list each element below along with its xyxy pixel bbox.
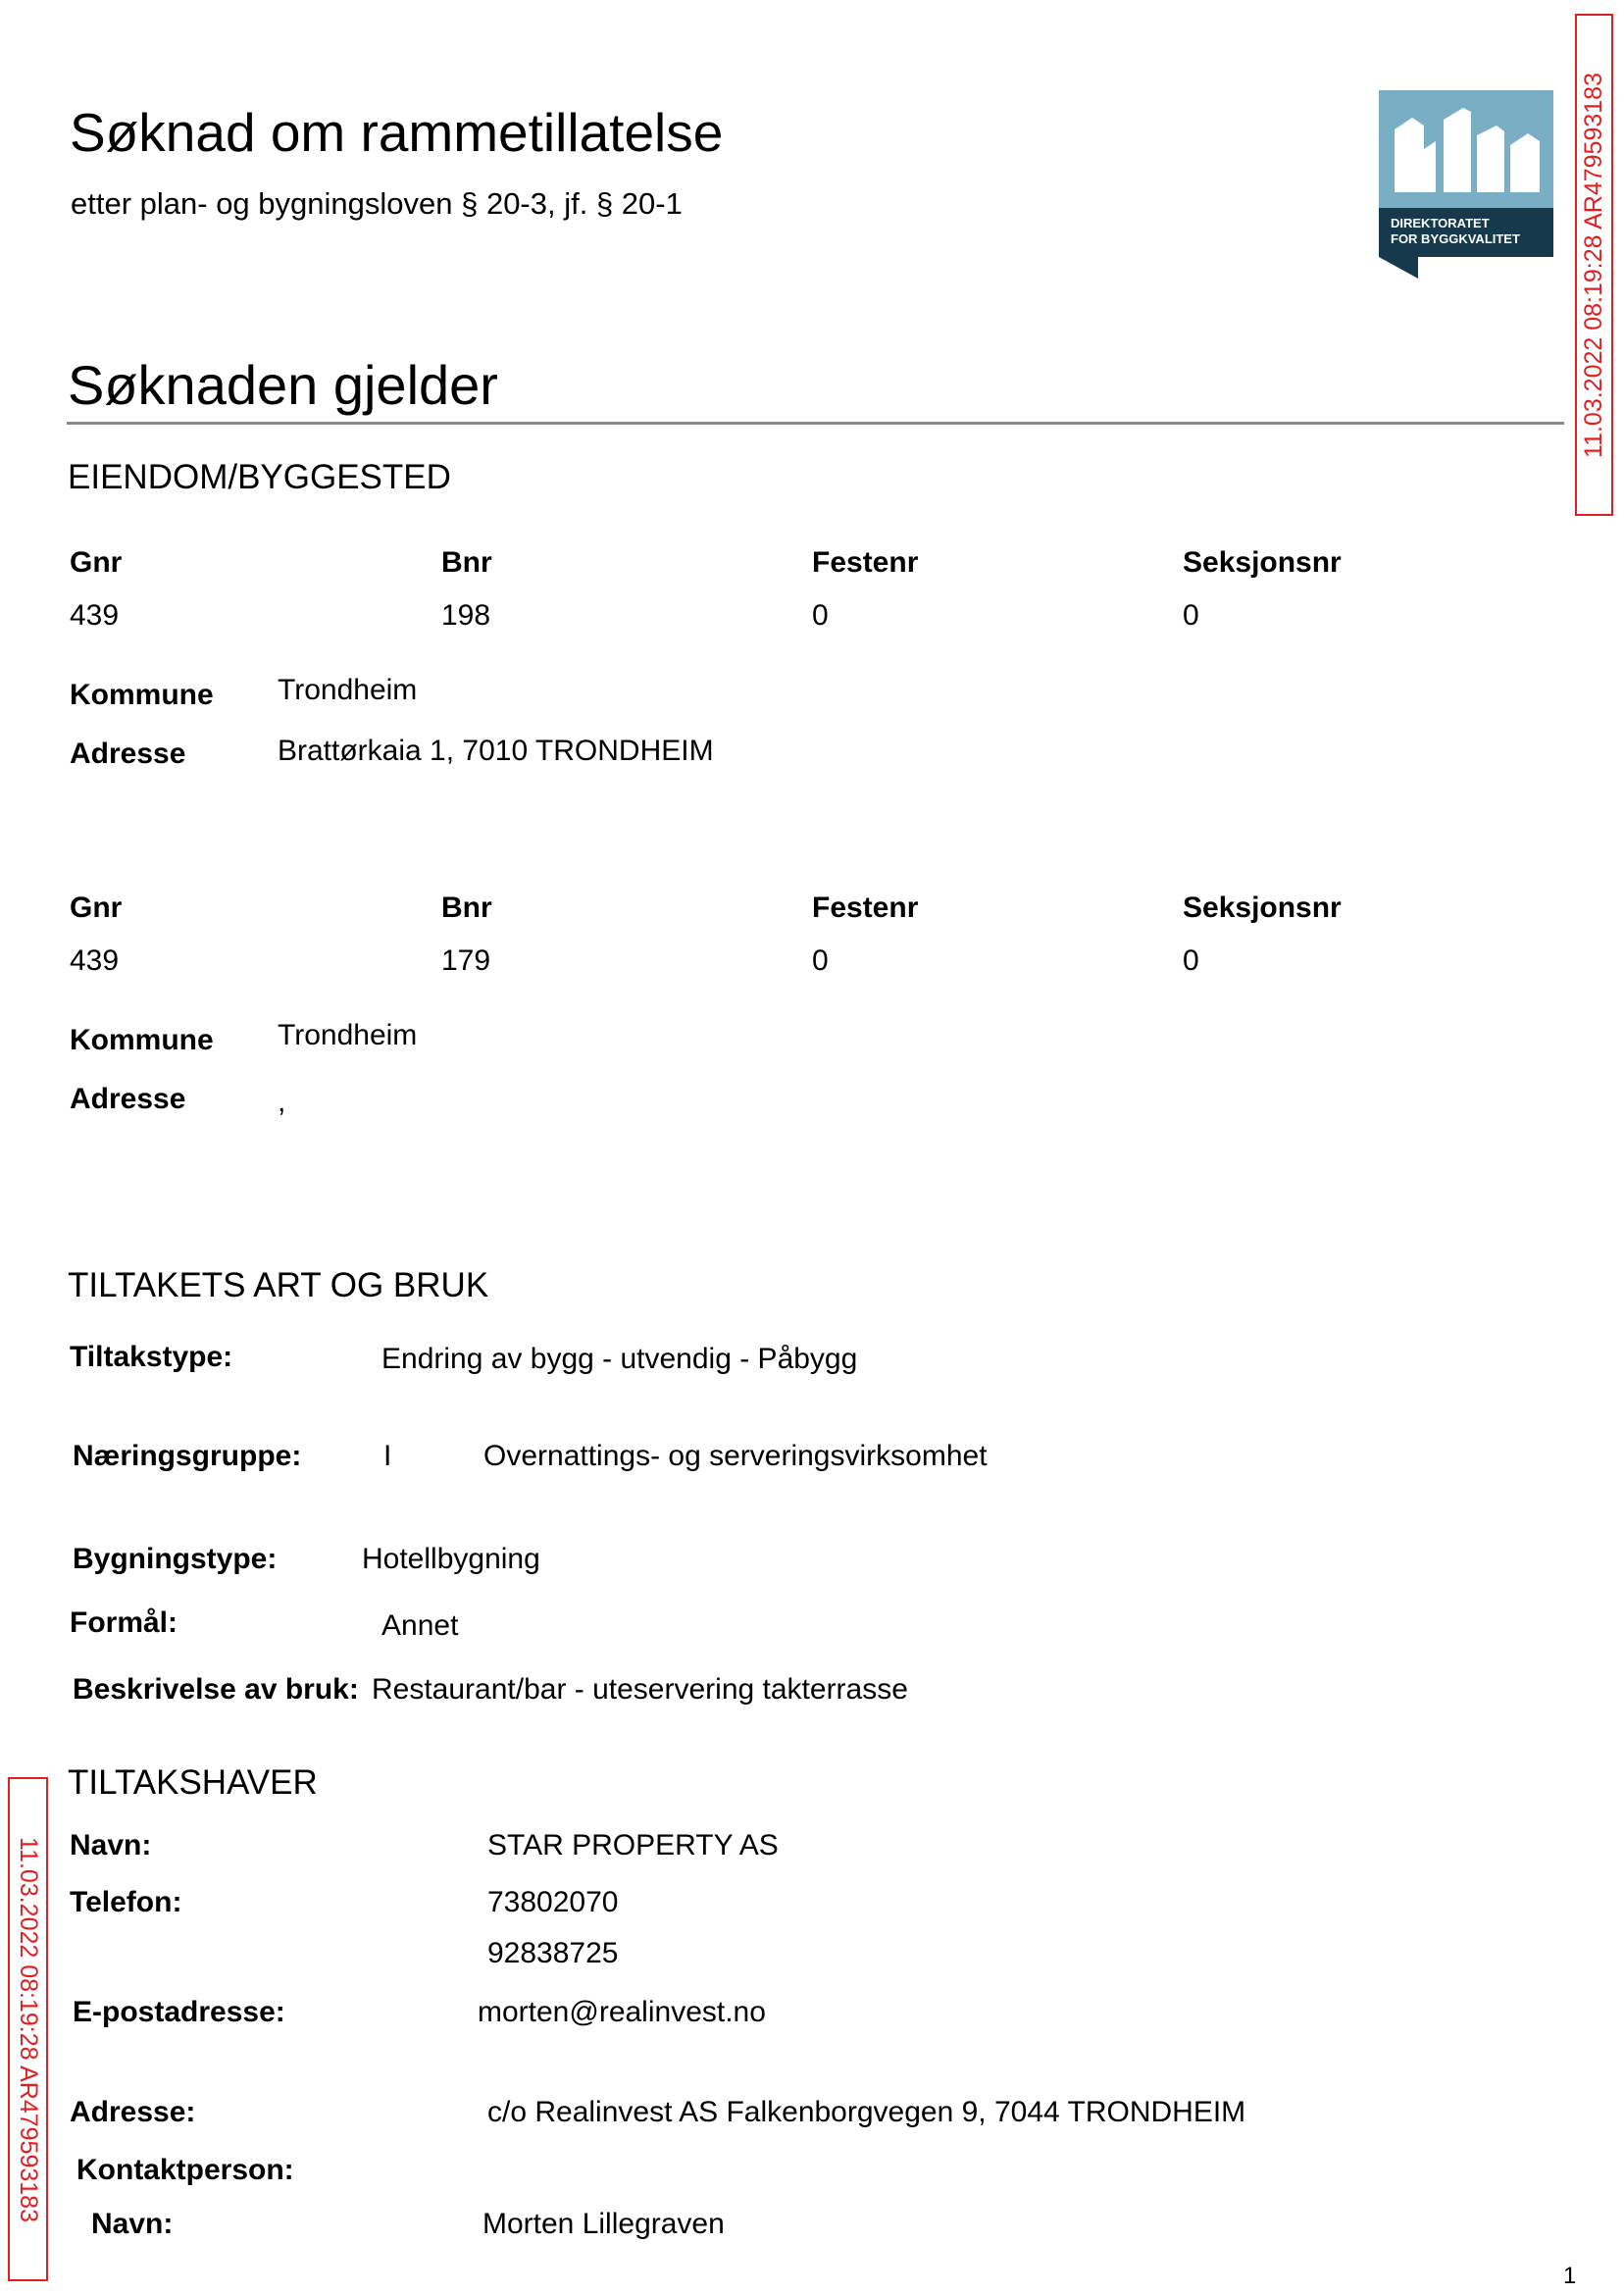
festenr-label: Festenr (812, 546, 919, 579)
kontakt-navn-label: Navn: (91, 2208, 174, 2240)
naeringsgruppe-value: Overnattings- og serveringsvirksomhet (483, 1440, 988, 1472)
document-title: Søknad om rammetillatelse (70, 102, 724, 163)
tiltak-heading: TILTAKETS ART OG BRUK (68, 1266, 489, 1304)
bygningstype-label: Bygningstype: (73, 1543, 278, 1575)
seksjonsnr-label: Seksjonsnr (1183, 546, 1342, 579)
festenr-value: 0 (812, 944, 829, 977)
gnr-label: Gnr (70, 546, 123, 579)
beskrivelse-value: Restaurant/bar - uteservering takterrasse (372, 1673, 908, 1706)
stamp-text: 11.03.2022 08:19:28 AR479593183 (15, 1836, 42, 2222)
section-title: Søknaden gjelder (68, 354, 498, 416)
tiltakshaver-heading: TILTAKSHAVER (68, 1763, 318, 1802)
timestamp-stamp-left (8, 1777, 48, 2281)
seksjonsnr-value: 0 (1183, 599, 1199, 632)
bnr-value: 179 (441, 944, 491, 977)
epost-label: E-postadresse: (73, 1996, 285, 2028)
formal-value: Annet (381, 1609, 459, 1642)
kommune-value: Trondheim (278, 1019, 418, 1051)
epost-value: morten@realinvest.no (478, 1996, 766, 2028)
document-subtitle: etter plan- og bygningsloven § 20-3, jf. § 20-1 (71, 186, 683, 221)
beskrivelse-label: Beskrivelse av bruk: (73, 1673, 359, 1706)
bnr-label: Bnr (441, 546, 492, 579)
logo-text-line2: FOR BYGGKVALITET (1391, 231, 1520, 246)
kommune-label: Kommune (70, 679, 214, 711)
section-divider (67, 422, 1564, 425)
bygningstype-value: Hotellbygning (362, 1543, 540, 1575)
kommune-value: Trondheim (278, 674, 418, 706)
tiltakstype-label: Tiltakstype: (70, 1341, 233, 1373)
seksjonsnr-label: Seksjonsnr (1183, 892, 1342, 924)
adresse-label: Adresse (70, 738, 186, 770)
kommune-label: Kommune (70, 1024, 214, 1056)
bnr-label: Bnr (441, 892, 492, 924)
adresse-value: Brattørkaia 1, 7010 TRONDHEIM (278, 735, 714, 767)
naeringsgruppe-label: Næringsgruppe: (73, 1440, 302, 1472)
navn-value: STAR PROPERTY AS (487, 1829, 779, 1861)
dibk-logo-icon (1379, 90, 1553, 279)
timestamp-stamp-right (1575, 14, 1613, 516)
stamp-text: 11.03.2022 08:19:28 AR479593183 (1580, 72, 1607, 458)
logo-text-line1: DIREKTORATET (1391, 216, 1490, 230)
adresse-value: , (278, 1086, 286, 1118)
adresse-label: Adresse: (70, 2096, 196, 2128)
kontaktperson-label: Kontaktperson: (76, 2154, 294, 2186)
telefon-value-2: 92838725 (487, 1937, 619, 1969)
bnr-value: 198 (441, 599, 491, 632)
adresse-label: Adresse (70, 1083, 186, 1115)
adresse-value: c/o Realinvest AS Falkenborgvegen 9, 7044 TRONDHEIM (487, 2096, 1246, 2128)
gnr-value: 439 (70, 599, 120, 632)
telefon-label: Telefon: (70, 1886, 182, 1918)
navn-label: Navn: (70, 1829, 152, 1861)
seksjonsnr-value: 0 (1183, 944, 1199, 977)
tiltakstype-value: Endring av bygg - utvendig - Påbygg (381, 1343, 858, 1375)
eiendom-heading: EIENDOM/BYGGESTED (68, 458, 451, 496)
page-number: 1 (1563, 2263, 1577, 2289)
gnr-label: Gnr (70, 892, 123, 924)
dibk-logo (1379, 90, 1553, 279)
gnr-value: 439 (70, 944, 120, 977)
formal-label: Formål: (70, 1606, 178, 1639)
festenr-label: Festenr (812, 892, 919, 924)
kontakt-navn-value: Morten Lillegraven (482, 2208, 725, 2240)
naeringsgruppe-code: I (383, 1440, 392, 1472)
telefon-value-1: 73802070 (487, 1886, 619, 1918)
festenr-value: 0 (812, 599, 829, 632)
